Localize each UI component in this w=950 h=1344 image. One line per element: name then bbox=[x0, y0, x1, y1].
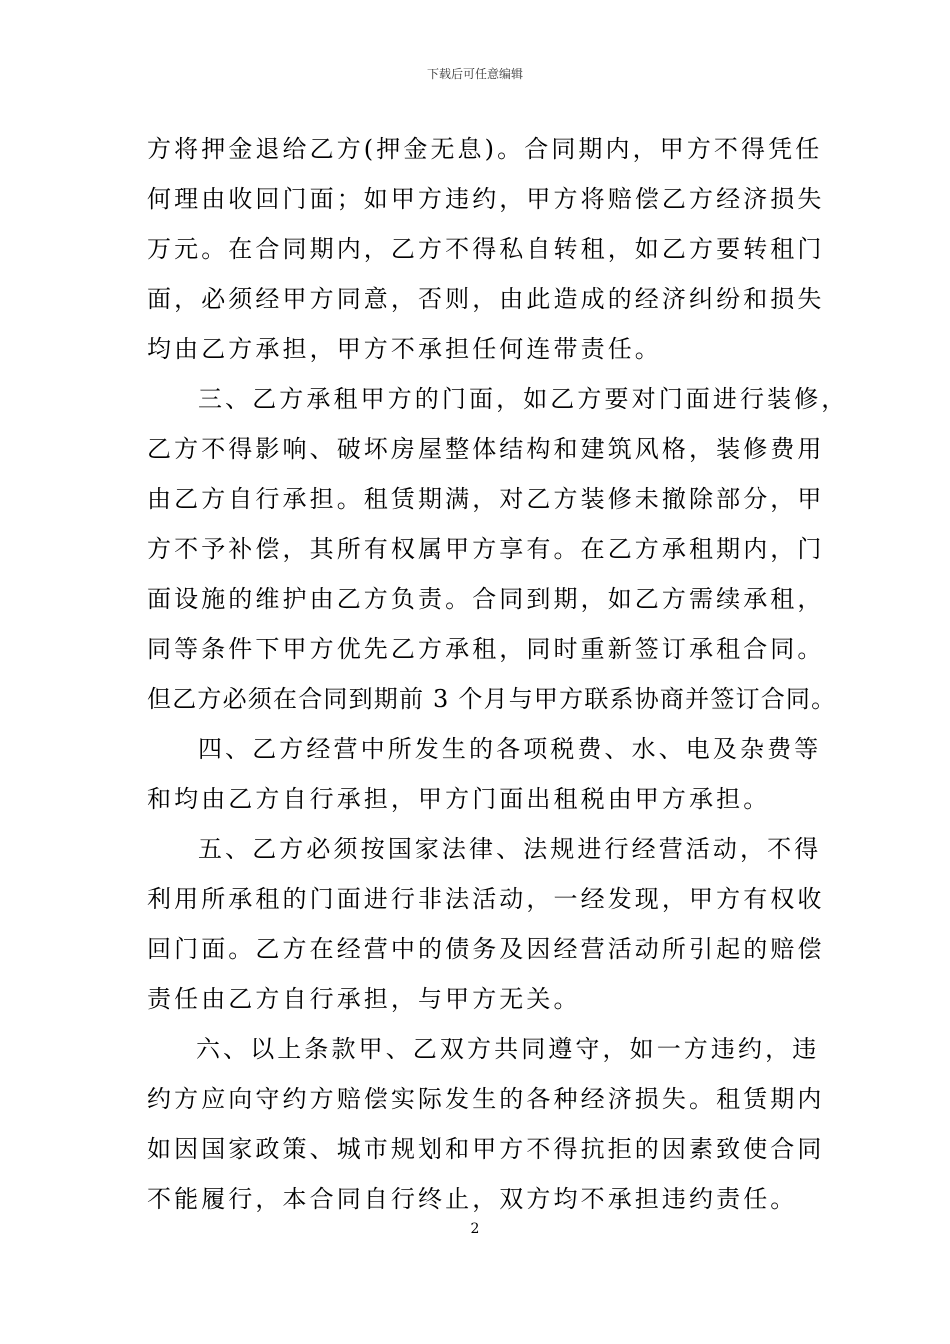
paragraph-line: 万元。在合同期内，乙方不得私自转租，如乙方要转租门 bbox=[147, 235, 825, 263]
paragraph-line: 和均由乙方自行承担，甲方门面出租税由甲方承担。 bbox=[147, 785, 771, 813]
paragraph-line: 方不予补偿，其所有权属甲方享有。在乙方承租期内，门 bbox=[147, 535, 825, 563]
paragraph-line: 面设施的维护由乙方负责。合同到期，如乙方需续承租， bbox=[147, 585, 825, 613]
clause-four-first-line: 四、乙方经营中所发生的各项税费、水、电及杂费等 bbox=[198, 735, 822, 763]
clause-six-first-line: 六、以上条款甲、乙双方共同遵守，如一方违约，违 bbox=[196, 1035, 820, 1063]
clause-three-first-line: 三、乙方承租甲方的门面，如乙方要对门面进行装修， bbox=[198, 385, 849, 413]
paragraph-line: 同等条件下甲方优先乙方承租，同时重新签订承租合同。 bbox=[147, 635, 825, 663]
paragraph-line: 乙方不得影响、破坏房屋整体结构和建筑风格，装修费用 bbox=[147, 435, 825, 463]
paragraph-line: 但乙方必须在合同到期前 3 个月与甲方联系协商并签订合同。 bbox=[147, 685, 837, 713]
paragraph-line: 如因国家政策、城市规划和甲方不得抗拒的因素致使合同 bbox=[147, 1135, 825, 1163]
paragraph-line: 何理由收回门面；如甲方违约，甲方将赔偿乙方经济损失 bbox=[147, 185, 825, 213]
paragraph-line: 均由乙方承担，甲方不承担任何连带责任。 bbox=[147, 335, 662, 363]
page-header-note: 下载后可任意编辑 bbox=[426, 67, 523, 81]
paragraph-line: 责任由乙方自行承担，与甲方无关。 bbox=[147, 985, 581, 1013]
paragraph-line: 方将押金退给乙方(押金无息)。合同期内，甲方不得凭任 bbox=[147, 135, 823, 163]
paragraph-line: 约方应向守约方赔偿实际发生的各种经济损失。租赁期内 bbox=[147, 1085, 825, 1113]
paragraph-line: 利用所承租的门面进行非法活动，一经发现，甲方有权收 bbox=[147, 885, 825, 913]
clause-five-first-line: 五、乙方必须按国家法律、法规进行经营活动，不得 bbox=[198, 835, 822, 863]
paragraph-line: 不能履行，本合同自行终止，双方均不承担违约责任。 bbox=[147, 1185, 798, 1213]
page-number: 2 bbox=[470, 1221, 480, 1237]
paragraph-line: 由乙方自行承担。租赁期满，对乙方装修未撤除部分，甲 bbox=[147, 485, 825, 513]
paragraph-line: 面，必须经甲方同意，否则，由此造成的经济纠纷和损失 bbox=[147, 285, 825, 313]
paragraph-line: 回门面。乙方在经营中的债务及因经营活动所引起的赔偿 bbox=[147, 935, 825, 963]
